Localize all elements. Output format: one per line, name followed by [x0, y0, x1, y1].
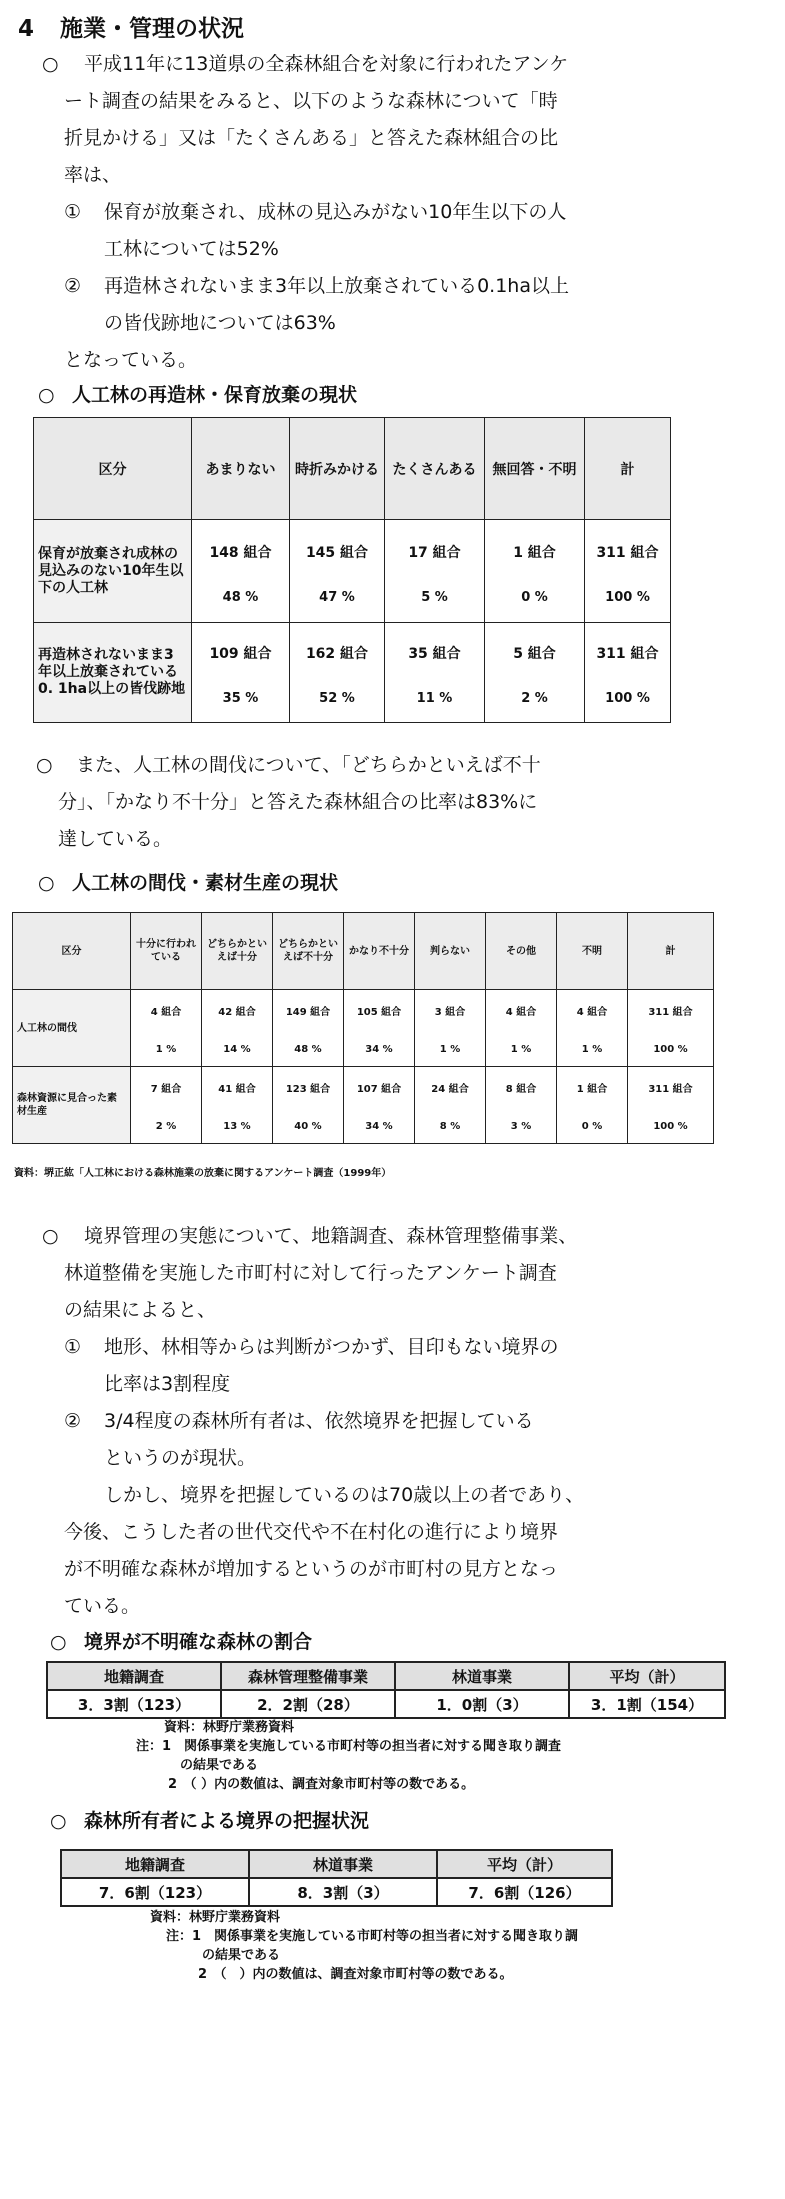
header-total: 計	[585, 418, 671, 520]
bullet-circle: ○	[42, 53, 59, 75]
para2-line-1: また、人工林の間伐について、「どちらかといえば不十	[76, 754, 541, 776]
bullet-circle: ○	[50, 1631, 67, 1653]
item-mark-2: ②	[64, 1410, 82, 1432]
table-cell: 109 組合 35 %	[192, 623, 290, 723]
table-cell: 1 組合 0 %	[557, 1067, 628, 1144]
table-cell: 41 組合 13 %	[202, 1067, 273, 1144]
header-average: 平均（計）	[437, 1850, 612, 1878]
table-cell: 105 組合 34 %	[344, 990, 415, 1067]
note-1: 注：1 関係事業を実施している市町村等の担当者に対する聞き取り調	[166, 1929, 579, 1944]
table-cell: 311 組合 100 %	[628, 990, 714, 1067]
table-cell: 17 組合 5 %	[385, 520, 485, 623]
bullet-circle: ○	[38, 872, 55, 894]
table-cell: 7．6割（126）	[437, 1878, 612, 1906]
note-2: 2 （ ）内の数値は、調査対象市町村等の数である。	[198, 1967, 513, 1982]
boundary-awareness-table	[60, 1849, 613, 1907]
row-label: 再造林されないまま3年以上放棄されている0. 1ha以上の皆伐跡地	[34, 623, 192, 723]
table3-notes	[136, 1718, 562, 1794]
header-total: 計	[628, 913, 714, 990]
para3-line-3: の結果によると、	[64, 1299, 217, 1321]
table-cell: 5 組合 2 %	[485, 623, 585, 723]
para3-line-2: 林道整備を実施した市町村に対して行ったアンケート調査	[64, 1262, 557, 1284]
table-cell: 1．0割（3）	[395, 1690, 569, 1718]
table-cell: 311 組合 100 %	[585, 520, 671, 623]
table-cell: 311 組合 100 %	[628, 1067, 714, 1144]
header-cadastral: 地籍調査	[47, 1662, 221, 1690]
table-cell: 3 組合 1 %	[415, 990, 486, 1067]
table-cell: 4 組合 1 %	[557, 990, 628, 1067]
header-no-answer: 無回答・不明	[485, 418, 585, 520]
note-1-cont: の結果である	[202, 1948, 281, 1963]
para3-item2-line-2: というのが現状。	[104, 1447, 257, 1469]
table1-heading	[38, 380, 357, 407]
para3-tail-line-1: しかし、境界を把握しているのは70歳以上の者であり、	[104, 1484, 585, 1506]
table-cell: 4 組合 1 %	[131, 990, 202, 1067]
header-category: 区分	[13, 913, 131, 990]
table-cell: 3．1割（154）	[569, 1690, 725, 1718]
thinning-paragraph	[36, 747, 541, 858]
table-row	[61, 1878, 612, 1906]
intro-line-2: ート調査の結果をみると、以下のような森林について「時	[64, 90, 558, 112]
intro-closing: となっている。	[64, 349, 198, 371]
table-cell: 35 組合 11 %	[385, 623, 485, 723]
header-forest-management: 森林管理整備事業	[221, 1662, 395, 1690]
thinning-table	[12, 912, 714, 1144]
table-cell: 7．6割（123）	[61, 1878, 249, 1906]
para3-tail-line-2: 今後、こうした者の世代交代や不在村化の進行により境界	[64, 1521, 559, 1543]
table2-heading	[38, 868, 338, 895]
header-average: 平均（計）	[569, 1662, 725, 1690]
header-many: たくさんある	[385, 418, 485, 520]
table-cell: 8．3割（3）	[249, 1878, 437, 1906]
intro-item2-line-2: の皆伐跡地については63%	[104, 312, 336, 334]
section-number: 4	[18, 16, 35, 42]
intro-line-3: 折見かける」又は「たくさんある」と答えた森林組合の比	[64, 127, 559, 149]
header-sufficient: 十分に行われている	[131, 913, 202, 990]
table-cell: 3．3割（123）	[47, 1690, 221, 1718]
item-mark-1: ①	[64, 201, 82, 223]
header-not-stated: 不明	[557, 913, 628, 990]
table-row	[34, 520, 671, 623]
table-cell: 311 組合 100 %	[585, 623, 671, 723]
bullet-circle: ○	[42, 1225, 59, 1247]
header-fairly-insufficient: どちらかといえば不十分	[273, 913, 344, 990]
header-unknown: 判らない	[415, 913, 486, 990]
forest-abandonment-table	[33, 417, 671, 723]
table-cell: 4 組合 1 %	[486, 990, 557, 1067]
para3-item1-line-1: 地形、林相等からは判断がつかず、目印もない境界の	[104, 1336, 559, 1358]
table-cell: 7 組合 2 %	[131, 1067, 202, 1144]
table-row	[13, 1067, 714, 1144]
table-cell: 24 組合 8 %	[415, 1067, 486, 1144]
table-cell: 2．2割（28）	[221, 1690, 395, 1718]
header-cadastral: 地籍調査	[61, 1850, 249, 1878]
note-source: 資料：林野庁業務資料	[164, 1720, 295, 1735]
para2-line-2: 分」、「かなり不十分」と答えた森林組合の比率は83%に	[58, 791, 538, 813]
item-mark-2: ②	[64, 275, 82, 297]
header-other: その他	[486, 913, 557, 990]
header-fairly-sufficient: どちらかといえば十分	[202, 913, 273, 990]
table4-heading	[50, 1806, 369, 1833]
bullet-circle: ○	[50, 1810, 67, 1832]
para2-line-3: 達している。	[58, 828, 173, 850]
unclear-boundary-table	[46, 1661, 726, 1719]
table-row	[34, 623, 671, 723]
para3-tail-line-3: が不明確な森林が増加するというのが市町村の見方となっ	[64, 1558, 559, 1580]
intro-line-4: 率は、	[64, 164, 122, 186]
table-cell: 1 組合 0 %	[485, 520, 585, 623]
table1-title: 人工林の再造林・保育放棄の現状	[72, 384, 358, 406]
intro-item2-line-1: 再造林されないまま3年以上放棄されている0.1ha以上	[104, 275, 569, 297]
intro-item1-line-1: 保育が放棄され、成林の見込みがない10年生以下の人	[104, 201, 567, 223]
table4-notes	[150, 1908, 578, 1984]
bullet-circle: ○	[38, 384, 55, 406]
header-forest-road: 林道事業	[395, 1662, 569, 1690]
note-1-cont: の結果である	[180, 1758, 259, 1773]
row-label: 森林資源に見合った素材生産	[13, 1067, 131, 1144]
header-category: 区分	[34, 418, 192, 520]
table-cell: 148 組合 48 %	[192, 520, 290, 623]
para3-item2-line-1: 3/4程度の森林所有者は、依然境界を把握している	[104, 1410, 534, 1432]
header-rarely: あまりない	[192, 418, 290, 520]
table-cell: 162 組合 52 %	[290, 623, 385, 723]
note-2: 2 （ ）内の数値は、調査対象市町村等の数である。	[168, 1777, 475, 1792]
table-cell: 42 組合 14 %	[202, 990, 273, 1067]
table3-title: 境界が不明確な森林の割合	[84, 1631, 313, 1653]
table-row	[13, 990, 714, 1067]
bullet-circle: ○	[36, 754, 53, 776]
para3-tail-line-4: ている。	[64, 1595, 141, 1617]
row-label: 保育が放棄され成林の見込みのない10年生以下の人工林	[34, 520, 192, 623]
table2-title: 人工林の間伐・素材生産の現状	[72, 872, 339, 894]
header-very-insufficient: かなり不十分	[344, 913, 415, 990]
header-forest-road: 林道事業	[249, 1850, 437, 1878]
section-title: 施業・管理の状況	[60, 16, 244, 42]
para3-line-1: 境界管理の実態について、地籍調査、森林管理整備事業、	[84, 1225, 578, 1247]
item-mark-1: ①	[64, 1336, 82, 1358]
table-cell: 107 組合 34 %	[344, 1067, 415, 1144]
note-1: 注：1 関係事業を実施している市町村等の担当者に対する聞き取り調査	[136, 1739, 562, 1754]
note-source: 資料：林野庁業務資料	[150, 1910, 281, 1925]
boundary-paragraph	[42, 1218, 584, 1625]
table-row	[47, 1690, 725, 1718]
table-cell: 123 組合 40 %	[273, 1067, 344, 1144]
intro-item1-line-2: 工林については52%	[104, 238, 279, 260]
table3-heading	[50, 1627, 312, 1654]
row-label: 人工林の間伐	[13, 990, 131, 1067]
para3-item1-line-2: 比率は3割程度	[104, 1373, 231, 1395]
table-cell: 8 組合 3 %	[486, 1067, 557, 1144]
intro-line-1: 平成11年に13道県の全森林組合を対象に行われたアンケ	[84, 53, 569, 75]
table4-title: 森林所有者による境界の把握状況	[84, 1810, 370, 1832]
table-cell: 149 組合 48 %	[273, 990, 344, 1067]
intro-paragraph	[42, 46, 569, 379]
table-cell: 145 組合 47 %	[290, 520, 385, 623]
table2-source: 資料：堺正紘「人工林における森林施業の放棄に関するアンケート調査（1999年）	[14, 1168, 392, 1179]
section-heading	[18, 10, 244, 43]
header-sometimes: 時折みかける	[290, 418, 385, 520]
